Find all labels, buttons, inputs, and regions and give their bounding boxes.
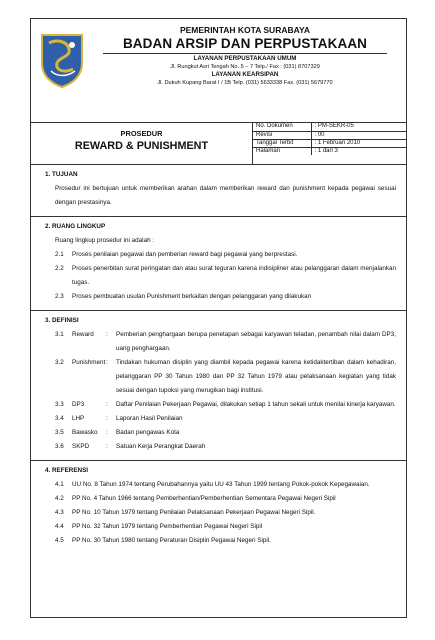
document-meta-table	[253, 123, 406, 155]
service-archive: LAYANAN KEARSIPAN	[211, 71, 279, 78]
item-number: 4.3	[55, 509, 64, 516]
item-text: PP No. 32 Tahun 1979 tentang Pemberhentian Pegawai Negeri Sipil	[72, 523, 263, 530]
section-intro: Ruang lingkup prosedur ini adalah :	[55, 237, 155, 244]
item-number: 3.5	[55, 429, 64, 436]
address-general: Jl. Rungkut Asri Tengah No. 5 – 7 Telp./ Fax : (031) 8707329	[170, 64, 320, 70]
colon: :	[106, 331, 108, 338]
section-title: 2. RUANG LINGKUP	[45, 223, 106, 230]
item-number: 2.3	[55, 293, 64, 300]
definition-text: Laporan Hasil Penilaian	[116, 415, 183, 422]
meta-row	[253, 123, 406, 131]
definition-term: Punishment	[72, 359, 106, 366]
meta-row	[253, 131, 406, 139]
colon: :	[106, 359, 108, 366]
section-definisi	[31, 311, 406, 461]
document-page	[30, 18, 407, 618]
definition-text: Daftar Penilaian Pekerjaan Pegawai, dilakukan setiap 1 tahun sekali untuk menilai kinerja karyawan.	[116, 401, 396, 408]
procedure-header	[31, 123, 406, 165]
definition-row	[45, 328, 396, 356]
definition-term: Reward	[72, 331, 94, 338]
meta-key: No. Dokumen	[253, 123, 311, 131]
document-body	[31, 165, 406, 554]
item-text: Proses penerbitan surat peringatan dan atau surat teguran karena indisipliner atau pelanggaran dalam menjalankan tugas.	[72, 265, 396, 286]
colon: :	[106, 401, 108, 408]
definition-row	[45, 356, 396, 398]
address-archive: Jl. Dukuh Kupang Barat I / 1B Telp. (031) 5633338 Fax. (031) 5679770	[157, 80, 333, 86]
item-text: PP No. 30 Tahun 1980 tentang Peraturan Disiplin Pegawai Negeri Sipil.	[72, 537, 271, 544]
item-number: 2.1	[55, 251, 64, 258]
list-item	[45, 506, 396, 520]
meta-key: Halaman	[253, 147, 311, 155]
definition-term: SKPD	[72, 443, 90, 450]
item-number: 4.4	[55, 523, 64, 530]
definition-text: Satuan Kerja Perangkat Daerah	[116, 443, 206, 450]
colon: :	[106, 415, 108, 422]
meta-key: Tanggal Terbit	[253, 139, 311, 147]
meta-value: : 1 dari 3	[314, 147, 338, 154]
item-number: 3.6	[55, 443, 64, 450]
definition-text: Tindakan hukuman disiplin yang diambil kepada pegawai karena ketidaktertiban dalam kehadiran, pelanggaran PP 30 Tahun 1980 dan PP 32 Tahun 1979 atau pelaksanaan kegiatan yang tidak sesuai dengan tupoksi yang merugikan bagi institusi.	[116, 359, 396, 394]
section-tujuan	[31, 165, 406, 217]
section-ruang-lingkup	[31, 217, 406, 311]
list-item	[45, 262, 396, 290]
definition-term: DP3	[72, 401, 85, 408]
item-text: PP No. 4 Tahun 1966 tentang Pemberhentian/Pemberhentian Sementara Pegawai Negeri Sipil	[72, 495, 336, 502]
list-item	[45, 290, 396, 304]
procedure-title: REWARD & PUNISHMENT	[74, 140, 209, 152]
meta-value: : PM-SEKR-05	[311, 123, 406, 131]
section-title: 4. REFERENSI	[45, 467, 89, 474]
service-general: LAYANAN PERPUSTAKAAN UMUM	[193, 55, 297, 62]
definition-text: Pemberian penghargaan berupa penetapan sebagai karyawan teladan, penambah nilai dalam DP3, uang penghargaan.	[116, 331, 396, 352]
definition-row	[45, 412, 396, 426]
meta-key: Revisi	[253, 131, 311, 139]
government-name: PEMERINTAH KOTA SURABAYA	[179, 25, 311, 35]
item-number: 4.5	[55, 537, 64, 544]
colon: :	[106, 443, 108, 450]
item-number: 4.1	[55, 481, 64, 488]
list-item	[45, 534, 396, 548]
item-text: Proses penilaian pegawai dan pemberian reward bagi pegawai yang berprestasi.	[72, 251, 298, 258]
colon: :	[106, 429, 108, 436]
section-title: 1. TUJUAN	[45, 171, 78, 178]
letterhead	[31, 19, 406, 123]
definition-row	[45, 440, 396, 454]
procedure-title-block	[31, 123, 253, 164]
list-item	[45, 520, 396, 534]
definition-row	[45, 426, 396, 440]
definition-row	[45, 398, 396, 412]
section-text: Prosedur ini bertujuan untuk memberikan arahan dalam memberikan reward dan punishment kepada pegawai sesuai dengan prestasinya.	[55, 185, 396, 206]
letterhead-divider	[103, 53, 387, 54]
item-number: 2.2	[55, 265, 64, 272]
list-item	[45, 492, 396, 506]
definition-term: LHP	[72, 415, 85, 422]
procedure-label: PROSEDUR	[120, 129, 163, 138]
section-title: 3. DEFINISI	[45, 317, 79, 324]
meta-value: : 00	[311, 131, 406, 139]
item-number: 4.2	[55, 495, 64, 502]
meta-row	[253, 139, 406, 147]
item-number: 3.1	[55, 331, 64, 338]
letterhead-text	[87, 25, 403, 87]
item-text: PP No. 10 Tahun 1979 tentang Penilaian Pelaksanaan Pekerjaan Pegawai Negeri Sipil.	[72, 509, 316, 516]
meta-value: : 1 Februari 2010	[311, 139, 406, 147]
item-number: 3.2	[55, 359, 64, 366]
item-text: UU No. 8 Tahun 1974 tentang Perubahannya yaitu UU 43 Tahun 1999 tentang Pokok-pokok Kepegawaian.	[72, 481, 370, 488]
item-number: 3.3	[55, 401, 64, 408]
agency-name: BADAN ARSIP DAN PERPUSTAKAAN	[122, 36, 368, 51]
list-item	[45, 478, 396, 492]
list-item	[45, 248, 396, 262]
definition-term: Bawasko	[72, 429, 98, 436]
definition-text: Badan pengawas Kota	[116, 429, 180, 436]
surabaya-city-crest-icon	[39, 31, 85, 89]
section-referensi	[31, 461, 406, 554]
meta-row	[253, 147, 406, 155]
item-text: Proses pembuatan usulan Punishment berkaitan dengan pelanggaran yang dilakukan	[72, 293, 312, 300]
item-number: 3.4	[55, 415, 64, 422]
